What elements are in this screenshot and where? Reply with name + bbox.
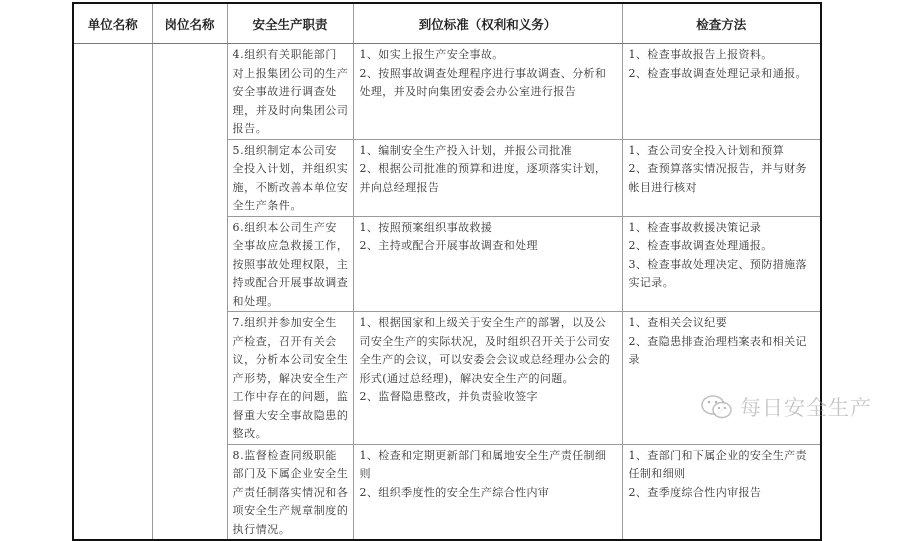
standard-cell xyxy=(353,216,622,312)
check-cell xyxy=(622,44,821,140)
check-cell xyxy=(622,139,821,216)
standard-cell xyxy=(353,444,622,540)
header-check-method: 检查方法 xyxy=(622,3,821,44)
standard-item: 2、组织季度性的安全生产综合性内审 xyxy=(359,485,550,499)
unit-name-cell xyxy=(73,44,152,541)
check-item: 1、查部门和下属企业的安全生产责任制和细则 xyxy=(628,448,807,480)
responsibility-table xyxy=(72,2,822,541)
duty-cell: 4.组织有关职能部门对上报集团公司的生产安全事故进行调查处理，并及时向集团公司报告。 xyxy=(227,44,353,140)
check-item: 2、查预算落实情况报告，并与财务帐目进行核对 xyxy=(628,162,807,194)
check-cell xyxy=(622,312,821,445)
check-cell xyxy=(622,444,821,540)
header-safety-duty: 安全生产职责 xyxy=(227,3,353,44)
duty-cell: 7.组织并参加安全生产检查，召开有关会议，分析本公司安全生产形势，解决安全生产工作中存在的问题，监督重大安全事故隐患的整改。 xyxy=(227,312,353,445)
header-position-name: 岗位名称 xyxy=(152,3,227,44)
check-item: 2、检查事故调查处理记录和通报。 xyxy=(628,66,807,80)
standard-item: 1、按照预案组织事故救援 xyxy=(359,220,493,234)
header-unit-name: 单位名称 xyxy=(73,3,152,44)
standard-cell xyxy=(353,312,622,445)
standard-item: 1、如实上报生产安全事故。 xyxy=(359,48,504,61)
table-header-row xyxy=(73,3,821,44)
standard-item: 2、监督隐患整改，并负责验收签字 xyxy=(359,390,538,403)
standard-item: 1、编制安全生产投入计划，并报公司批准 xyxy=(359,143,573,157)
duty-cell: 5.组织制定本公司安全投入计划，并组织实施，不断改善本单位安全生产条件。 xyxy=(227,139,353,216)
watermark-text: 每日安全生产 xyxy=(740,396,872,420)
check-item: 1、检查事故救援决策记录 xyxy=(628,220,762,234)
standard-item: 1、根据国家和上级关于安全生产的部署，以及公司安全生产的实际状况，及时组织召开关于公司安全生产的会议，可以安委会会议或总经理办公会的形式(通过总经理)，解决安全生产的问题。 xyxy=(359,316,611,385)
standard-item: 1、检查和定期更新部门和属地安全生产责任制细则 xyxy=(359,448,607,480)
standard-cell xyxy=(353,139,622,216)
check-cell xyxy=(622,216,821,312)
standard-item: 2、根据公司批准的预算和进度，逐项落实计划，并向总经理报告 xyxy=(359,162,607,194)
standard-cell xyxy=(353,44,622,140)
table-row xyxy=(73,44,821,140)
check-item: 2、查隐患排查治理档案表和相关记录 xyxy=(628,334,807,366)
header-standard: 到位标准（权利和义务） xyxy=(353,3,622,44)
check-item: 2、检查事故调查处理通报。 xyxy=(628,239,773,252)
standard-item: 2、主持或配合开展事故调查和处理 xyxy=(359,239,538,252)
check-item: 1、查相关会议纪要 xyxy=(628,316,728,329)
duty-cell: 6.组织本公司生产安全事故应急救援工作，按照事故处理权限，主持或配合开展事故调查和处理。 xyxy=(227,216,353,312)
check-item: 3、检查事故处理决定、预防措施落实记录。 xyxy=(628,257,807,289)
check-item: 2、查季度综合性内审报告 xyxy=(628,485,762,499)
standard-item: 2、按照事故调查处理程序进行事故调查、分析和处理，并及时向集团安委会办公室进行报告 xyxy=(359,66,607,98)
check-item: 1、检查事故报告上报资料。 xyxy=(628,48,773,61)
check-item: 1、查公司安全投入计划和预算 xyxy=(628,143,785,157)
duty-cell: 8.监督检查同级职能部门及下属企业安全生产责任制落实情况和各项安全生产规章制度的执行情况。 xyxy=(227,444,353,540)
position-name-cell xyxy=(152,44,227,541)
